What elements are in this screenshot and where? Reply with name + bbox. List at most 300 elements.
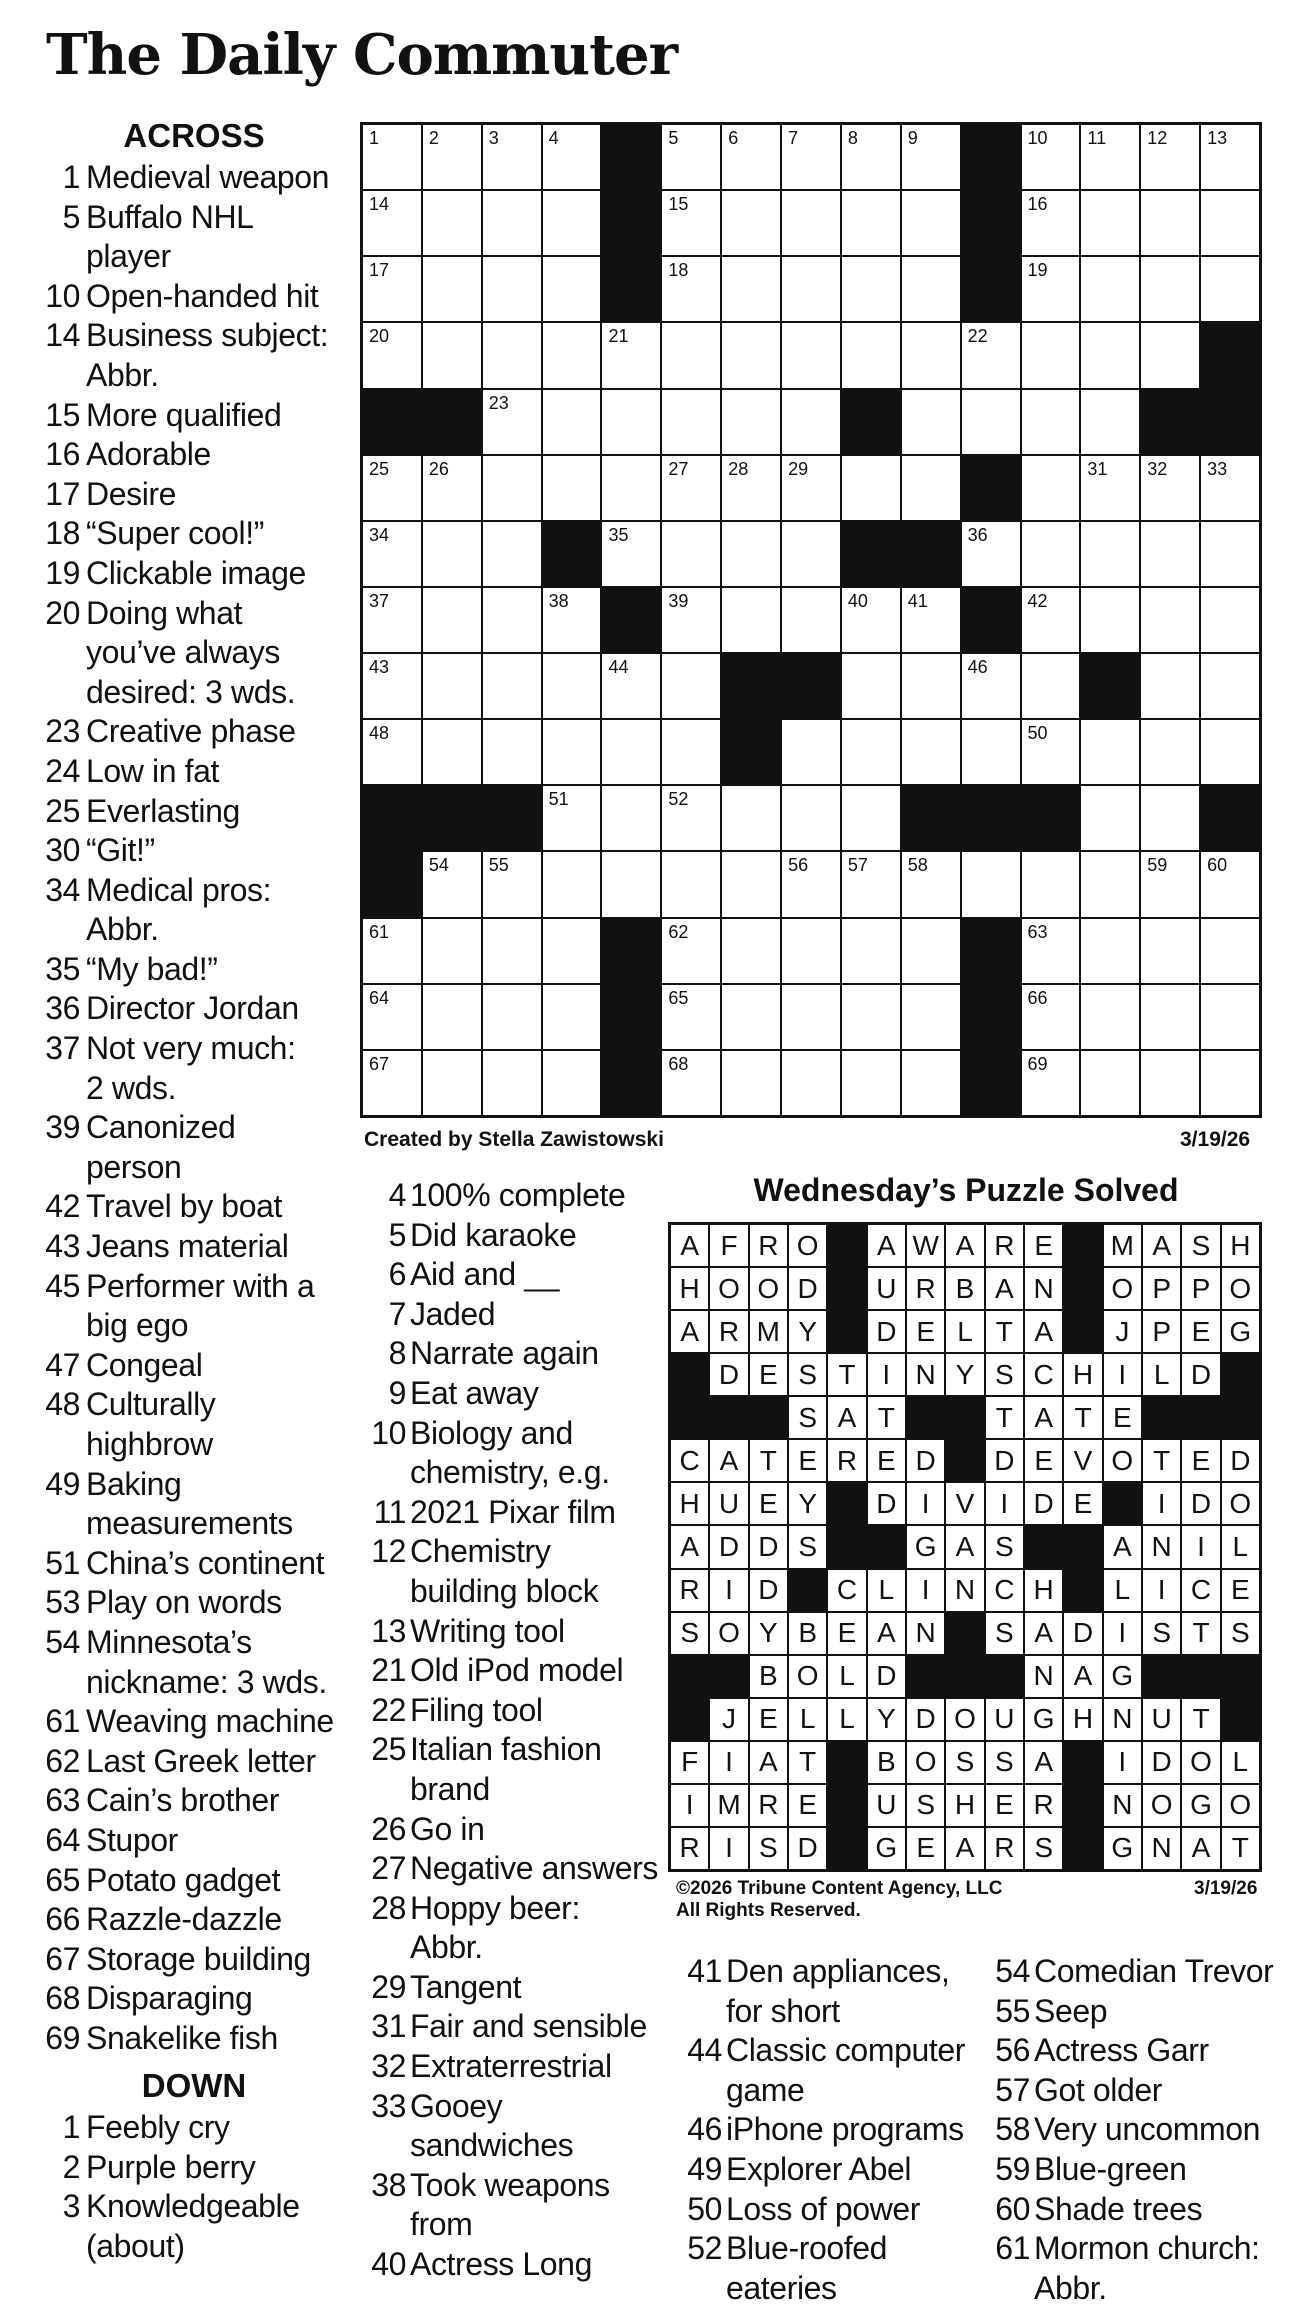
- across-clue-68: [44, 1979, 344, 2019]
- clue-number: 10: [45, 277, 80, 314]
- grid-cell[interactable]: [722, 390, 780, 454]
- grid-cell[interactable]: [1022, 654, 1080, 718]
- grid-cell[interactable]: [1141, 257, 1199, 321]
- clue-number: 1: [62, 159, 80, 195]
- grid-cell[interactable]: [902, 919, 960, 983]
- grid-cell[interactable]: [423, 654, 481, 718]
- grid-cell[interactable]: [842, 720, 900, 784]
- grid-cell[interactable]: [1201, 720, 1259, 784]
- cell-number: 49: [728, 723, 749, 744]
- solution-letter: I: [1143, 1570, 1180, 1611]
- grid-cell[interactable]: [1022, 323, 1080, 387]
- grid-cell[interactable]: [1201, 125, 1259, 189]
- grid-cell[interactable]: [1141, 654, 1199, 718]
- grid-cell[interactable]: [902, 985, 960, 1049]
- solution-black-square: [1064, 1311, 1101, 1352]
- down-clues-col2: [352, 1176, 662, 2285]
- clue-text: from: [410, 2206, 473, 2243]
- solution-letter: S: [789, 1397, 826, 1438]
- grid-cell[interactable]: [902, 720, 960, 784]
- grid-cell[interactable]: [363, 654, 421, 718]
- grid-cell[interactable]: [543, 919, 601, 983]
- grid-cell[interactable]: [1081, 522, 1139, 586]
- grid-cell[interactable]: [722, 1051, 780, 1115]
- cell-number: 69: [1027, 1053, 1048, 1074]
- clue-text: Disparaging: [86, 1980, 253, 2017]
- clue-text: Baking: [86, 1465, 182, 1502]
- clue-text: Medical pros:: [86, 871, 272, 908]
- grid-cell[interactable]: [543, 654, 601, 718]
- across-clue-16: [44, 435, 344, 475]
- grid-cell[interactable]: [842, 456, 900, 520]
- grid-cell[interactable]: [1022, 852, 1080, 916]
- solution-black-square: [907, 1397, 944, 1438]
- grid-cell[interactable]: [483, 456, 541, 520]
- grid-cell[interactable]: [842, 191, 900, 255]
- grid-cell[interactable]: [363, 191, 421, 255]
- grid-cell[interactable]: [1081, 919, 1139, 983]
- clue-text: Abbr.: [86, 356, 159, 393]
- solution-letter: F: [671, 1742, 708, 1783]
- clue-text: Stupor: [86, 1821, 178, 1858]
- grid-cell[interactable]: [1141, 191, 1199, 255]
- solution-black-square: [750, 1397, 787, 1438]
- grid-cell[interactable]: [602, 390, 660, 454]
- grid-cell[interactable]: [363, 720, 421, 784]
- across-clue-54: [44, 1623, 344, 1702]
- cell-number: 67: [369, 1053, 390, 1074]
- grid-cell[interactable]: [602, 852, 660, 916]
- grid-cell[interactable]: [1201, 191, 1259, 255]
- across-clue-5: [44, 198, 344, 277]
- grid-cell[interactable]: [543, 125, 601, 189]
- grid-cell[interactable]: [1141, 919, 1199, 983]
- crossword-grid[interactable]: [360, 122, 1262, 1118]
- grid-cell[interactable]: [1081, 125, 1139, 189]
- across-clue-19: [44, 554, 344, 594]
- grid-cell[interactable]: [1022, 456, 1080, 520]
- clue-number: 22: [371, 1691, 406, 1728]
- grid-cell[interactable]: [1141, 588, 1199, 652]
- solution-letter: R: [671, 1828, 708, 1869]
- cell-number: 53: [967, 789, 988, 810]
- cell-number: 15: [668, 194, 689, 215]
- down-clue-41: [668, 1952, 968, 2031]
- clue-text: Medieval weapon: [86, 159, 330, 195]
- grid-cell[interactable]: [662, 654, 720, 718]
- grid-cell[interactable]: [543, 257, 601, 321]
- down-clue-54: [976, 1952, 1276, 1992]
- solution-black-square: [1143, 1397, 1180, 1438]
- solution-letter: I: [710, 1570, 747, 1611]
- grid-cell[interactable]: [662, 720, 720, 784]
- grid-cell[interactable]: [1081, 456, 1139, 520]
- black-square: [902, 522, 960, 586]
- solution-letter: T: [1064, 1397, 1101, 1438]
- grid-cell[interactable]: [842, 125, 900, 189]
- grid-cell[interactable]: [483, 654, 541, 718]
- grid-cell[interactable]: [1201, 654, 1259, 718]
- grid-cell[interactable]: [1201, 985, 1259, 1049]
- grid-cell[interactable]: [782, 985, 840, 1049]
- grid-cell[interactable]: [1201, 257, 1259, 321]
- grid-cell[interactable]: [902, 191, 960, 255]
- clue-number: 64: [45, 1821, 80, 1858]
- clue-text: Biology and: [410, 1414, 573, 1451]
- grid-cell[interactable]: [782, 852, 840, 916]
- grid-cell[interactable]: [363, 1051, 421, 1115]
- grid-cell[interactable]: [1081, 390, 1139, 454]
- grid-cell[interactable]: [722, 588, 780, 652]
- grid-cell[interactable]: [662, 786, 720, 850]
- solution-letter: O: [750, 1268, 787, 1309]
- solution-letter: R: [750, 1785, 787, 1826]
- grid-cell[interactable]: [483, 257, 541, 321]
- grid-cell[interactable]: [1081, 1051, 1139, 1115]
- grid-cell[interactable]: [902, 852, 960, 916]
- black-square: [363, 852, 421, 916]
- grid-cell[interactable]: [842, 323, 900, 387]
- grid-cell[interactable]: [363, 588, 421, 652]
- grid-cell[interactable]: [543, 390, 601, 454]
- down-clue-58: [976, 2110, 1276, 2150]
- clue-number: 20: [45, 594, 80, 631]
- cell-number: 37: [369, 590, 390, 611]
- grid-cell[interactable]: [602, 654, 660, 718]
- solution-letter: N: [1104, 1785, 1141, 1826]
- solution-black-square: [671, 1397, 708, 1438]
- solution-letter: A: [1025, 1613, 1062, 1654]
- clue-number: 21: [371, 1652, 406, 1689]
- grid-cell[interactable]: [423, 588, 481, 652]
- grid-cell[interactable]: [423, 125, 481, 189]
- grid-cell[interactable]: [662, 919, 720, 983]
- across-clue-10: [44, 277, 344, 317]
- grid-cell[interactable]: [1141, 786, 1199, 850]
- solution-letter: S: [946, 1742, 983, 1783]
- solution-letter: P: [1182, 1268, 1219, 1309]
- grid-cell[interactable]: [363, 985, 421, 1049]
- grid-cell[interactable]: [602, 456, 660, 520]
- grid-cell[interactable]: [782, 786, 840, 850]
- grid-cell[interactable]: [1081, 588, 1139, 652]
- down-clue-38: [352, 2166, 662, 2245]
- solution-grid: [668, 1222, 1262, 1872]
- grid-cell[interactable]: [1141, 323, 1199, 387]
- grid-cell[interactable]: [1022, 985, 1080, 1049]
- grid-cell[interactable]: [1022, 390, 1080, 454]
- grid-cell[interactable]: [1081, 191, 1139, 255]
- grid-cell[interactable]: [543, 720, 601, 784]
- grid-cell[interactable]: [423, 522, 481, 586]
- grid-cell[interactable]: [782, 390, 840, 454]
- black-square: [842, 390, 900, 454]
- grid-cell[interactable]: [902, 456, 960, 520]
- grid-cell[interactable]: [1022, 522, 1080, 586]
- grid-cell[interactable]: [722, 919, 780, 983]
- black-square: [1201, 786, 1259, 850]
- black-square: [962, 985, 1020, 1049]
- solution-letter: C: [1025, 1354, 1062, 1395]
- grid-cell[interactable]: [722, 852, 780, 916]
- grid-cell[interactable]: [483, 323, 541, 387]
- grid-cell[interactable]: [782, 125, 840, 189]
- grid-cell[interactable]: [423, 191, 481, 255]
- solution-black-square: [1064, 1742, 1101, 1783]
- grid-cell[interactable]: [902, 390, 960, 454]
- grid-cell[interactable]: [1201, 522, 1259, 586]
- grid-cell[interactable]: [962, 390, 1020, 454]
- solution-letter: S: [907, 1785, 944, 1826]
- grid-cell[interactable]: [1022, 919, 1080, 983]
- grid-cell[interactable]: [483, 919, 541, 983]
- grid-cell[interactable]: [782, 323, 840, 387]
- clue-number: 26: [371, 1810, 406, 1847]
- grid-cell[interactable]: [902, 1051, 960, 1115]
- grid-cell[interactable]: [962, 522, 1020, 586]
- grid-cell[interactable]: [782, 522, 840, 586]
- grid-cell[interactable]: [602, 323, 660, 387]
- grid-cell[interactable]: [483, 852, 541, 916]
- clue-text: nickname: 3 wds.: [86, 1663, 327, 1700]
- grid-cell[interactable]: [543, 588, 601, 652]
- grid-cell[interactable]: [1022, 720, 1080, 784]
- grid-cell[interactable]: [1022, 588, 1080, 652]
- clue-number: 27: [371, 1850, 406, 1887]
- grid-cell[interactable]: [842, 985, 900, 1049]
- solution-letter: I: [710, 1828, 747, 1869]
- grid-cell[interactable]: [543, 985, 601, 1049]
- grid-cell[interactable]: [662, 125, 720, 189]
- clue-number: 43: [45, 1228, 80, 1265]
- grid-cell[interactable]: [662, 588, 720, 652]
- cell-number: 62: [668, 921, 689, 942]
- grid-cell[interactable]: [842, 852, 900, 916]
- black-square: [602, 125, 660, 189]
- solution-letter: O: [710, 1268, 747, 1309]
- grid-cell[interactable]: [722, 456, 780, 520]
- grid-cell[interactable]: [842, 588, 900, 652]
- grid-cell[interactable]: [662, 257, 720, 321]
- grid-cell[interactable]: [1022, 191, 1080, 255]
- grid-cell[interactable]: [1141, 125, 1199, 189]
- grid-cell[interactable]: [363, 456, 421, 520]
- grid-cell[interactable]: [722, 257, 780, 321]
- grid-cell[interactable]: [483, 390, 541, 454]
- solution-letter: D: [868, 1311, 905, 1352]
- grid-cell[interactable]: [842, 1051, 900, 1115]
- grid-cell[interactable]: [483, 1051, 541, 1115]
- clue-text: Blue-green: [1034, 2150, 1187, 2187]
- solution-letter: D: [907, 1699, 944, 1740]
- solution-letter: C: [671, 1440, 708, 1481]
- grid-cell[interactable]: [1022, 257, 1080, 321]
- grid-cell[interactable]: [722, 786, 780, 850]
- clue-number: 68: [45, 1980, 80, 2017]
- grid-cell[interactable]: [1141, 522, 1199, 586]
- down-clue-7: [352, 1295, 662, 1335]
- cell-number: 2: [428, 128, 439, 148]
- clue-text: player: [86, 238, 171, 275]
- grid-cell[interactable]: [483, 588, 541, 652]
- grid-cell[interactable]: [842, 257, 900, 321]
- grid-cell[interactable]: [782, 720, 840, 784]
- grid-cell[interactable]: [962, 654, 1020, 718]
- grid-cell[interactable]: [902, 257, 960, 321]
- clue-number: 67: [45, 1940, 80, 1977]
- grid-cell[interactable]: [543, 786, 601, 850]
- black-square: [423, 786, 481, 850]
- grid-cell[interactable]: [602, 720, 660, 784]
- grid-cell[interactable]: [1081, 257, 1139, 321]
- grid-cell[interactable]: [363, 257, 421, 321]
- grid-cell[interactable]: [423, 456, 481, 520]
- solution-letter: E: [789, 1785, 826, 1826]
- solution-letter: R: [986, 1225, 1023, 1266]
- copyright: [676, 1878, 1003, 1922]
- grid-cell[interactable]: [1081, 852, 1139, 916]
- grid-cell[interactable]: [1022, 125, 1080, 189]
- grid-cell[interactable]: [962, 852, 1020, 916]
- grid-cell[interactable]: [662, 191, 720, 255]
- clue-text: Den appliances,: [726, 1953, 950, 1989]
- grid-cell[interactable]: [722, 323, 780, 387]
- solution-letter: U: [1143, 1699, 1180, 1740]
- grid-cell[interactable]: [662, 390, 720, 454]
- clue-number: 35: [45, 950, 80, 987]
- grid-cell[interactable]: [423, 919, 481, 983]
- grid-cell[interactable]: [842, 919, 900, 983]
- grid-cell[interactable]: [1201, 1051, 1259, 1115]
- grid-cell[interactable]: [722, 522, 780, 586]
- solution-letter: O: [946, 1699, 983, 1740]
- grid-cell[interactable]: [1201, 456, 1259, 520]
- grid-cell[interactable]: [423, 1051, 481, 1115]
- grid-cell[interactable]: [543, 323, 601, 387]
- grid-cell[interactable]: [662, 852, 720, 916]
- grid-cell[interactable]: [782, 191, 840, 255]
- solution-letter: I: [868, 1354, 905, 1395]
- clue-number: 12: [371, 1533, 406, 1570]
- solution-letter: H: [1222, 1225, 1259, 1266]
- grid-cell[interactable]: [423, 323, 481, 387]
- grid-cell[interactable]: [902, 654, 960, 718]
- across-clue-15: [44, 396, 344, 436]
- grid-cell[interactable]: [483, 125, 541, 189]
- grid-cell[interactable]: [902, 323, 960, 387]
- solution-letter: T: [868, 1397, 905, 1438]
- grid-cell[interactable]: [543, 1051, 601, 1115]
- grid-cell[interactable]: [1081, 720, 1139, 784]
- black-square: [363, 786, 421, 850]
- copyright-line: All Rights Reserved.: [676, 1900, 861, 1921]
- grid-cell[interactable]: [662, 522, 720, 586]
- cell-number: 64: [369, 987, 390, 1008]
- grid-cell[interactable]: [483, 985, 541, 1049]
- clue-text: Writing tool: [410, 1612, 565, 1649]
- grid-cell[interactable]: [842, 786, 900, 850]
- grid-cell[interactable]: [722, 985, 780, 1049]
- grid-cell[interactable]: [543, 456, 601, 520]
- grid-cell[interactable]: [662, 1051, 720, 1115]
- grid-cell[interactable]: [423, 985, 481, 1049]
- grid-cell[interactable]: [662, 456, 720, 520]
- grid-cell[interactable]: [782, 456, 840, 520]
- grid-cell[interactable]: [483, 191, 541, 255]
- grid-cell[interactable]: [722, 191, 780, 255]
- grid-cell[interactable]: [423, 852, 481, 916]
- grid-cell[interactable]: [1141, 852, 1199, 916]
- grid-cell[interactable]: [543, 191, 601, 255]
- grid-cell[interactable]: [722, 125, 780, 189]
- grid-cell[interactable]: [662, 323, 720, 387]
- grid-cell[interactable]: [842, 654, 900, 718]
- grid-cell[interactable]: [363, 919, 421, 983]
- clue-number: 44: [687, 2032, 722, 2069]
- grid-cell[interactable]: [1141, 1051, 1199, 1115]
- grid-cell[interactable]: [1141, 456, 1199, 520]
- grid-cell[interactable]: [1141, 985, 1199, 1049]
- grid-cell[interactable]: [782, 588, 840, 652]
- grid-cell[interactable]: [1081, 985, 1139, 1049]
- grid-cell[interactable]: [782, 1051, 840, 1115]
- solution-black-square: [1064, 1225, 1101, 1266]
- down-clue-8: [352, 1334, 662, 1374]
- down-clue-49: [668, 2150, 968, 2190]
- grid-cell[interactable]: [543, 852, 601, 916]
- grid-cell[interactable]: [602, 522, 660, 586]
- grid-cell[interactable]: [423, 720, 481, 784]
- grid-cell[interactable]: [602, 786, 660, 850]
- grid-cell[interactable]: [1022, 1051, 1080, 1115]
- grid-cell[interactable]: [1081, 323, 1139, 387]
- solution-letter: T: [1222, 1828, 1259, 1869]
- grid-cell[interactable]: [1201, 852, 1259, 916]
- grid-cell[interactable]: [1201, 919, 1259, 983]
- grid-cell[interactable]: [363, 323, 421, 387]
- grid-cell[interactable]: [782, 919, 840, 983]
- grid-cell[interactable]: [483, 720, 541, 784]
- grid-cell[interactable]: [1081, 786, 1139, 850]
- solution-letter: A: [946, 1526, 983, 1567]
- solution-letter: N: [1104, 1699, 1141, 1740]
- grid-cell[interactable]: [363, 125, 421, 189]
- clue-number: 5: [388, 1216, 406, 1253]
- grid-cell[interactable]: [962, 323, 1020, 387]
- solution-letter: S: [1143, 1613, 1180, 1654]
- grid-cell[interactable]: [962, 720, 1020, 784]
- grid-cell[interactable]: [782, 257, 840, 321]
- grid-cell[interactable]: [902, 125, 960, 189]
- grid-cell[interactable]: [483, 522, 541, 586]
- grid-cell[interactable]: [363, 522, 421, 586]
- black-square: [602, 588, 660, 652]
- clue-text: Storage building: [86, 1940, 311, 1977]
- solution-letter: T: [986, 1311, 1023, 1352]
- clue-text: 2021 Pixar film: [410, 1493, 616, 1530]
- grid-cell[interactable]: [1141, 720, 1199, 784]
- grid-cell[interactable]: [1201, 588, 1259, 652]
- grid-cell[interactable]: [662, 985, 720, 1049]
- solution-letter: D: [789, 1828, 826, 1869]
- down-clue-10: [352, 1414, 662, 1493]
- solution-letter: D: [710, 1526, 747, 1567]
- grid-cell[interactable]: [902, 588, 960, 652]
- solution-letter: A: [1025, 1311, 1062, 1352]
- solution-letter: I: [986, 1483, 1023, 1524]
- solution-letter: G: [1104, 1656, 1141, 1697]
- grid-cell[interactable]: [423, 257, 481, 321]
